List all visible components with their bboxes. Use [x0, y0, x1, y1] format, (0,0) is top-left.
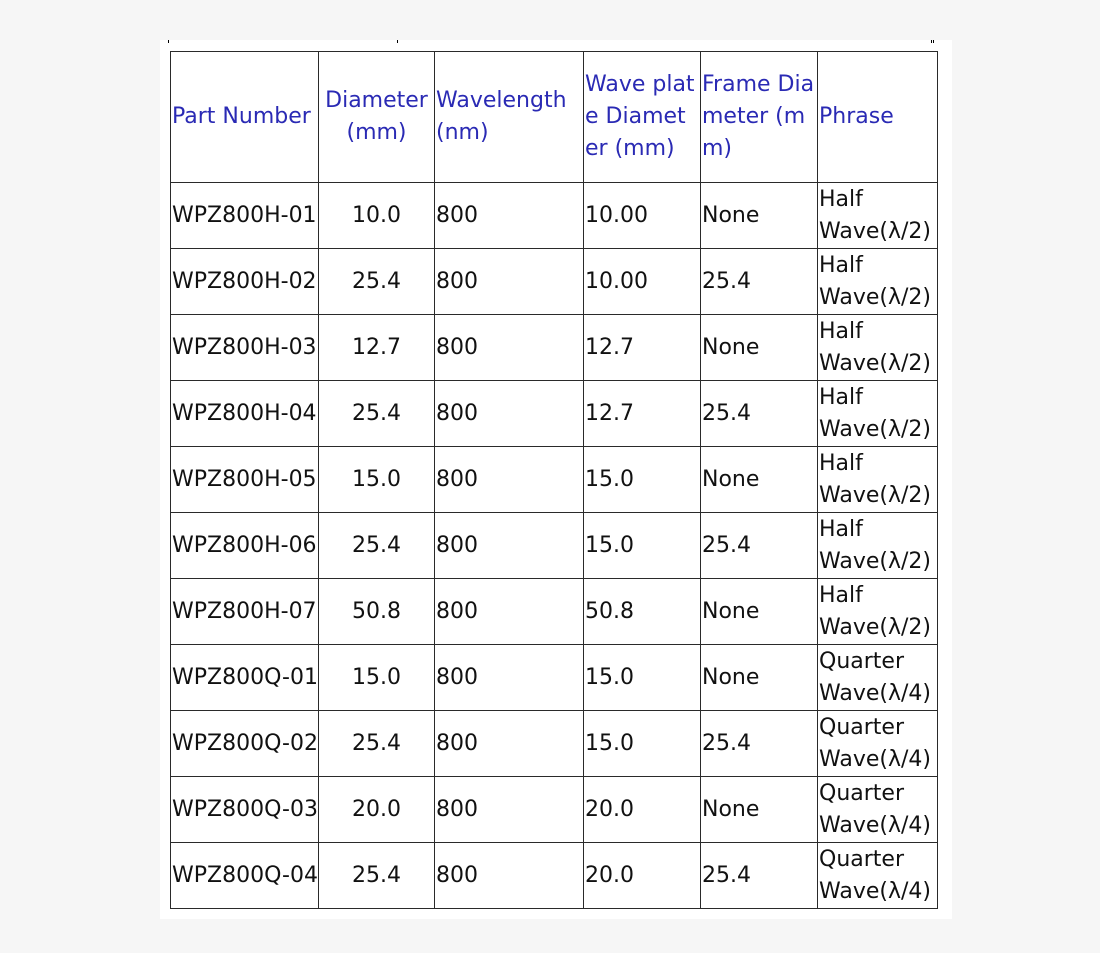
table-body	[171, 183, 938, 909]
cell-part-number: WPZ800Q-01	[171, 645, 319, 711]
cell-wavelength: 800	[435, 777, 584, 843]
cell-phrase: Half Wave(λ/2)	[818, 513, 938, 579]
cell-frame-diameter: None	[701, 579, 818, 645]
cell-waveplate-diameter: 12.7	[584, 315, 701, 381]
edge-mark	[397, 40, 398, 43]
cell-waveplate-diameter: 15.0	[584, 645, 701, 711]
cell-waveplate-diameter: 50.8	[584, 579, 701, 645]
cell-frame-diameter: None	[701, 645, 818, 711]
edge-mark	[931, 40, 932, 43]
table-row	[171, 513, 938, 579]
cell-wavelength: 800	[435, 513, 584, 579]
table-row	[171, 579, 938, 645]
edge-mark	[933, 40, 934, 43]
table-row	[171, 447, 938, 513]
cell-diameter: 15.0	[319, 447, 435, 513]
cell-part-number: WPZ800H-01	[171, 183, 319, 249]
cell-waveplate-diameter: 10.00	[584, 183, 701, 249]
cell-part-number: WPZ800H-03	[171, 315, 319, 381]
cell-phrase: Half Wave(λ/2)	[818, 249, 938, 315]
cell-diameter: 50.8	[319, 579, 435, 645]
cell-frame-diameter: 25.4	[701, 843, 818, 909]
header-diameter: Diameter (mm)	[319, 52, 435, 183]
header-frame-diameter: Frame Diameter (mm)	[701, 52, 818, 183]
specification-table	[170, 51, 938, 909]
edge-mark	[168, 40, 169, 43]
cell-wavelength: 800	[435, 315, 584, 381]
table-row	[171, 843, 938, 909]
cell-wavelength: 800	[435, 579, 584, 645]
cell-wavelength: 800	[435, 711, 584, 777]
cell-part-number: WPZ800Q-03	[171, 777, 319, 843]
cell-diameter: 25.4	[319, 513, 435, 579]
table-row	[171, 711, 938, 777]
document-sheet	[160, 40, 952, 919]
table-row	[171, 777, 938, 843]
cell-part-number: WPZ800H-02	[171, 249, 319, 315]
cell-diameter: 25.4	[319, 711, 435, 777]
table-row	[171, 315, 938, 381]
table-row	[171, 645, 938, 711]
cell-part-number: WPZ800H-05	[171, 447, 319, 513]
cell-frame-diameter: None	[701, 447, 818, 513]
cell-diameter: 25.4	[319, 381, 435, 447]
cell-phrase: Half Wave(λ/2)	[818, 381, 938, 447]
cell-diameter: 10.0	[319, 183, 435, 249]
cell-waveplate-diameter: 20.0	[584, 777, 701, 843]
header-waveplate-diameter: Wave plate Diameter (mm)	[584, 52, 701, 183]
cell-waveplate-diameter: 15.0	[584, 513, 701, 579]
cell-diameter: 15.0	[319, 645, 435, 711]
cell-part-number: WPZ800H-06	[171, 513, 319, 579]
cell-wavelength: 800	[435, 183, 584, 249]
cell-frame-diameter: 25.4	[701, 711, 818, 777]
header-row	[171, 52, 938, 183]
cell-frame-diameter: 25.4	[701, 249, 818, 315]
table-row	[171, 381, 938, 447]
cell-diameter: 12.7	[319, 315, 435, 381]
cell-wavelength: 800	[435, 645, 584, 711]
cell-diameter: 25.4	[319, 249, 435, 315]
cell-part-number: WPZ800Q-04	[171, 843, 319, 909]
cell-phrase: Quarter Wave(λ/4)	[818, 645, 938, 711]
cell-frame-diameter: None	[701, 315, 818, 381]
cell-part-number: WPZ800H-04	[171, 381, 319, 447]
cell-wavelength: 800	[435, 447, 584, 513]
cell-wavelength: 800	[435, 249, 584, 315]
header-part-number: Part Number	[171, 52, 319, 183]
cell-phrase: Quarter Wave(λ/4)	[818, 777, 938, 843]
cell-diameter: 20.0	[319, 777, 435, 843]
cell-part-number: WPZ800Q-02	[171, 711, 319, 777]
cell-diameter: 25.4	[319, 843, 435, 909]
cell-part-number: WPZ800H-07	[171, 579, 319, 645]
cell-phrase: Quarter Wave(λ/4)	[818, 843, 938, 909]
cell-waveplate-diameter: 12.7	[584, 381, 701, 447]
table-row	[171, 183, 938, 249]
cell-phrase: Half Wave(λ/2)	[818, 183, 938, 249]
cell-frame-diameter: None	[701, 183, 818, 249]
cell-wavelength: 800	[435, 381, 584, 447]
cell-frame-diameter: 25.4	[701, 381, 818, 447]
cell-waveplate-diameter: 10.00	[584, 249, 701, 315]
cell-wavelength: 800	[435, 843, 584, 909]
cell-frame-diameter: 25.4	[701, 513, 818, 579]
table-row	[171, 249, 938, 315]
header-phrase: Phrase	[818, 52, 938, 183]
cell-phrase: Half Wave(λ/2)	[818, 315, 938, 381]
cell-phrase: Quarter Wave(λ/4)	[818, 711, 938, 777]
cell-waveplate-diameter: 20.0	[584, 843, 701, 909]
cell-waveplate-diameter: 15.0	[584, 711, 701, 777]
cell-phrase: Half Wave(λ/2)	[818, 447, 938, 513]
cell-frame-diameter: None	[701, 777, 818, 843]
cell-phrase: Half Wave(λ/2)	[818, 579, 938, 645]
cell-waveplate-diameter: 15.0	[584, 447, 701, 513]
header-wavelength: Wavelength (nm)	[435, 52, 584, 183]
